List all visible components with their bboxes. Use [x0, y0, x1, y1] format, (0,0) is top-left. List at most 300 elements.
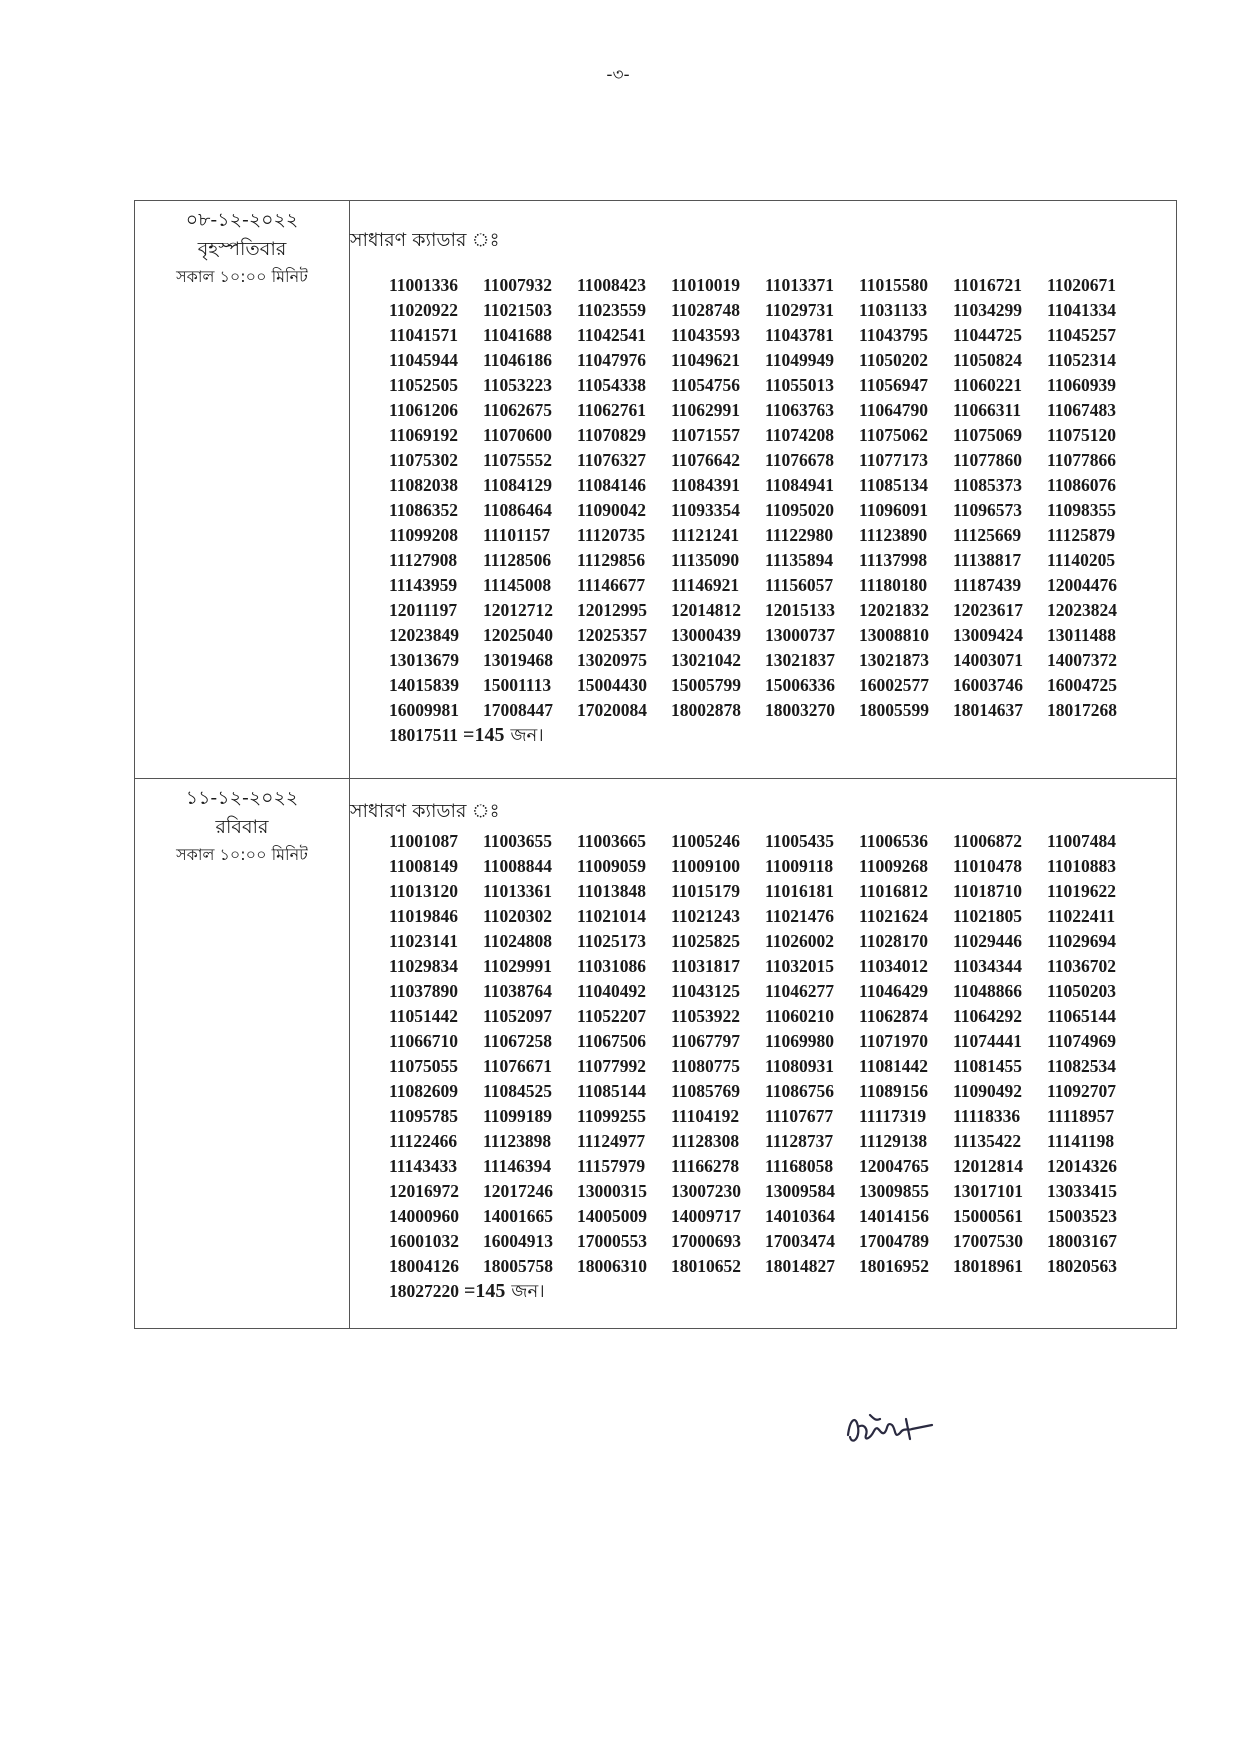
roll-number: 11168058 [765, 1156, 834, 1176]
roll-number: 11020302 [483, 906, 553, 926]
roll-number: 12014326 [1047, 1156, 1117, 1176]
roll-number: 11084941 [765, 475, 835, 495]
roll-number: 11026002 [765, 931, 835, 951]
roll-number: 11121241 [671, 525, 740, 545]
roll-row [389, 904, 1176, 929]
roll-number: 11007932 [483, 275, 553, 295]
roll-number: 11086076 [1047, 475, 1117, 495]
roll-number: 11010883 [1047, 856, 1117, 876]
roll-number: 14014156 [859, 1206, 929, 1226]
roll-number: 11060210 [765, 1006, 835, 1026]
roll-row [389, 1129, 1176, 1154]
total-unit: জন। [510, 725, 544, 746]
roll-row [389, 929, 1176, 954]
roll-number: 17007530 [953, 1231, 1023, 1251]
roll-number: 11048866 [953, 981, 1023, 1001]
roll-number: 11135894 [765, 550, 834, 570]
schedule-table [134, 200, 1177, 1329]
roll-number: 11077860 [953, 450, 1023, 470]
roll-number: 11118336 [953, 1106, 1021, 1126]
roll-number: 11086464 [483, 500, 553, 520]
roll-number: 15000561 [953, 1206, 1023, 1226]
roll-number: 11064790 [859, 400, 929, 420]
roll-number: 15003523 [1047, 1206, 1117, 1226]
roll-number: 11010478 [953, 856, 1023, 876]
roll-number: 15004430 [577, 675, 647, 695]
roll-number: 13020975 [577, 650, 647, 670]
roll-number: 11047976 [577, 350, 647, 370]
roll-number: 12021832 [859, 600, 929, 620]
roll-number: 13021042 [671, 650, 741, 670]
roll-number: 11146677 [577, 575, 646, 595]
roll-number: 11085134 [859, 475, 929, 495]
roll-number: 16002577 [859, 675, 929, 695]
roll-number: 11074208 [765, 425, 835, 445]
roll-number: 13000737 [765, 625, 835, 645]
roll-number: 11021503 [483, 300, 553, 320]
total-unit: জন। [511, 1281, 545, 1302]
roll-number: 18018961 [953, 1256, 1023, 1276]
roll-number: 12023849 [389, 625, 459, 645]
roll-number: 11041334 [1047, 300, 1117, 320]
roll-number: 12017246 [483, 1181, 553, 1201]
roll-number: 11065144 [1047, 1006, 1117, 1026]
roll-number: 11016181 [765, 881, 835, 901]
roll-number: 11013848 [577, 881, 647, 901]
roll-number: 11138817 [953, 550, 1022, 570]
roll-number: 11034012 [859, 956, 929, 976]
roll-number: 11075302 [389, 450, 459, 470]
roll-number: 11075552 [483, 450, 553, 470]
roll-number: 11080931 [765, 1056, 835, 1076]
roll-number: 11118957 [1047, 1106, 1115, 1126]
roll-number: 11046277 [765, 981, 835, 1001]
roll-number: 11074441 [953, 1031, 1023, 1051]
total-count: =145 [463, 724, 505, 746]
roll-number: 11009100 [671, 856, 741, 876]
roll-number: 14015839 [389, 675, 459, 695]
roll-number: 11044725 [953, 325, 1023, 345]
roll-number: 11135422 [953, 1131, 1022, 1151]
roll-row [389, 1004, 1176, 1029]
roll-number: 11076327 [577, 450, 647, 470]
roll-number: 12004765 [859, 1156, 929, 1176]
roll-number: 12015133 [765, 600, 835, 620]
roll-number: 11099255 [577, 1106, 647, 1126]
roll-number: 11064292 [953, 1006, 1023, 1026]
roll-number: 11029731 [765, 300, 835, 320]
total-row [389, 723, 1176, 750]
roll-number: 11125879 [1047, 525, 1116, 545]
roll-number: 11054338 [577, 375, 647, 395]
roll-number: 11045257 [1047, 325, 1117, 345]
roll-number: 11085144 [577, 1081, 647, 1101]
roll-row [389, 1154, 1176, 1179]
roll-number: 11042541 [577, 325, 647, 345]
roll-number: 11069192 [389, 425, 459, 445]
roll-number: 14005009 [577, 1206, 647, 1226]
roll-number: 18005758 [483, 1256, 553, 1276]
roll-number: 11021805 [953, 906, 1023, 926]
roll-number: 11098355 [1047, 500, 1117, 520]
roll-number: 11013120 [389, 881, 459, 901]
roll-number: 11123890 [859, 525, 928, 545]
roll-number: 15006336 [765, 675, 835, 695]
roll-number: 17020084 [577, 700, 647, 720]
roll-number: 11071970 [859, 1031, 929, 1051]
roll-number: 11028170 [859, 931, 929, 951]
roll-number: 11023141 [389, 931, 459, 951]
roll-row [389, 423, 1176, 448]
roll-number: 11145008 [483, 575, 552, 595]
roll-number: 11077866 [1047, 450, 1117, 470]
roll-number: 11117319 [859, 1106, 927, 1126]
cadre-heading: সাধারণ ক্যাডার ঃ [350, 229, 500, 251]
roll-number: 11082038 [389, 475, 459, 495]
roll-number: 13017101 [953, 1181, 1023, 1201]
roll-number: 13021837 [765, 650, 835, 670]
roll-row [389, 348, 1176, 373]
roll-row [389, 673, 1176, 698]
roll-number: 11099208 [389, 525, 459, 545]
roll-number: 11041688 [483, 325, 553, 345]
roll-number: 12012712 [483, 600, 553, 620]
roll-number: 11009268 [859, 856, 929, 876]
roll-number: 12012995 [577, 600, 647, 620]
roll-number: 11046186 [483, 350, 553, 370]
roll-number: 16001032 [389, 1231, 459, 1251]
roll-number: 11052207 [577, 1006, 647, 1026]
roll-number: 11021014 [577, 906, 647, 926]
roll-number: 11062761 [577, 400, 647, 420]
roll-number: 17000693 [671, 1231, 741, 1251]
roll-row [389, 498, 1176, 523]
roll-number: 11001336 [389, 275, 459, 295]
roll-number: 11021243 [671, 906, 741, 926]
roll-number: 11054756 [671, 375, 741, 395]
roll-number: 11074969 [1047, 1031, 1117, 1051]
roll-cell [350, 201, 1177, 779]
roll-number: 11020922 [389, 300, 459, 320]
roll-number: 11013371 [765, 275, 835, 295]
roll-number: 11025173 [577, 931, 647, 951]
roll-number: 18002878 [671, 700, 741, 720]
roll-row [389, 879, 1176, 904]
roll-number: 11041571 [389, 325, 459, 345]
roll-number: 11028748 [671, 300, 741, 320]
roll-number: 11008149 [389, 856, 459, 876]
roll-number: 11099189 [483, 1106, 553, 1126]
roll-number: 13000315 [577, 1181, 647, 1201]
roll-number: 18017511 [389, 725, 459, 745]
roll-number: 11005246 [671, 831, 741, 851]
roll-number: 11093354 [671, 500, 741, 520]
roll-number: 13009424 [953, 625, 1023, 645]
roll-number: 18006310 [577, 1256, 647, 1276]
roll-number: 11055013 [765, 375, 835, 395]
roll-number: 11019622 [1047, 881, 1117, 901]
roll-row [389, 1179, 1176, 1204]
roll-number: 11129856 [577, 550, 646, 570]
schedule-row [135, 201, 1177, 779]
roll-number: 11052314 [1047, 350, 1117, 370]
roll-row [389, 548, 1176, 573]
roll-number: 11056947 [859, 375, 929, 395]
roll-number: 12023617 [953, 600, 1023, 620]
roll-number: 11038764 [483, 981, 553, 1001]
roll-number: 11024808 [483, 931, 553, 951]
roll-number: 11045944 [389, 350, 459, 370]
roll-number: 11043125 [671, 981, 741, 1001]
roll-number: 11031086 [577, 956, 647, 976]
roll-number: 18020563 [1047, 1256, 1117, 1276]
date-cell [135, 201, 350, 779]
roll-number: 15005799 [671, 675, 741, 695]
roll-number: 14000960 [389, 1206, 459, 1226]
roll-number: 11021624 [859, 906, 929, 926]
roll-number: 11066311 [953, 400, 1022, 420]
roll-number: 12025357 [577, 625, 647, 645]
roll-number: 11043781 [765, 325, 835, 345]
roll-number: 11070829 [577, 425, 647, 445]
roll-number: 11081442 [859, 1056, 929, 1076]
roll-number: 11122980 [765, 525, 834, 545]
roll-number: 18017268 [1047, 700, 1117, 720]
exam-date: ১১-১২-২০২২ [185, 787, 299, 809]
roll-number: 11104192 [671, 1106, 740, 1126]
roll-number: 15001113 [483, 675, 552, 695]
roll-number: 11067483 [1047, 400, 1117, 420]
roll-number: 11146394 [483, 1156, 552, 1176]
roll-row [389, 648, 1176, 673]
roll-number: 12012814 [953, 1156, 1023, 1176]
roll-number: 11101157 [483, 525, 551, 545]
roll-number: 11062675 [483, 400, 553, 420]
roll-number: 11067258 [483, 1031, 553, 1051]
roll-number: 11050203 [1047, 981, 1117, 1001]
roll-number: 11095020 [765, 500, 835, 520]
roll-number: 11076642 [671, 450, 741, 470]
roll-number: 11009059 [577, 856, 647, 876]
roll-number: 11003655 [483, 831, 553, 851]
roll-row [389, 1054, 1176, 1079]
roll-number: 11156057 [765, 575, 834, 595]
roll-number: 11021476 [765, 906, 835, 926]
roll-row [389, 398, 1176, 423]
roll-number: 11090042 [577, 500, 647, 520]
roll-number: 11086352 [389, 500, 459, 520]
roll-number: 11043795 [859, 325, 929, 345]
roll-number: 11015580 [859, 275, 929, 295]
roll-list [389, 829, 1176, 1306]
roll-number: 11086756 [765, 1081, 835, 1101]
roll-row [389, 448, 1176, 473]
page-number: -৩- [606, 65, 630, 85]
roll-number: 13009855 [859, 1181, 929, 1201]
roll-number: 11023559 [577, 300, 647, 320]
roll-number: 11049949 [765, 350, 835, 370]
roll-number: 11051442 [389, 1006, 459, 1026]
roll-number: 11084525 [483, 1081, 553, 1101]
roll-number: 13033415 [1047, 1181, 1117, 1201]
roll-number: 11140205 [1047, 550, 1116, 570]
roll-number: 11157979 [577, 1156, 646, 1176]
roll-number: 11077173 [859, 450, 929, 470]
roll-number: 18027220 [389, 1281, 459, 1301]
roll-number: 11031133 [859, 300, 928, 320]
roll-number: 11060939 [1047, 375, 1117, 395]
roll-number: 11009118 [765, 856, 834, 876]
roll-number: 11062874 [859, 1006, 929, 1026]
roll-number: 11077992 [577, 1056, 647, 1076]
roll-number: 11084129 [483, 475, 553, 495]
roll-number: 11071557 [671, 425, 741, 445]
roll-number: 11096573 [953, 500, 1023, 520]
roll-number: 18004126 [389, 1256, 459, 1276]
roll-number: 11092707 [1047, 1081, 1117, 1101]
roll-row [389, 473, 1176, 498]
roll-number: 18014827 [765, 1256, 835, 1276]
roll-number: 18014637 [953, 700, 1023, 720]
roll-number: 11043593 [671, 325, 741, 345]
roll-number: 11128737 [765, 1131, 834, 1151]
roll-number: 14003071 [953, 650, 1023, 670]
roll-number: 11081455 [953, 1056, 1023, 1076]
roll-number: 11034344 [953, 956, 1023, 976]
exam-date: ০৮-১২-২০২২ [185, 209, 299, 231]
roll-number: 13021873 [859, 650, 929, 670]
roll-number: 17008447 [483, 700, 553, 720]
roll-row [389, 523, 1176, 548]
roll-row [389, 573, 1176, 598]
roll-number: 18005599 [859, 700, 929, 720]
roll-number: 11022411 [1047, 906, 1116, 926]
roll-number: 11143959 [389, 575, 458, 595]
roll-number: 11135090 [671, 550, 740, 570]
roll-number: 14009717 [671, 1206, 741, 1226]
roll-number: 18010652 [671, 1256, 741, 1276]
roll-number: 11053223 [483, 375, 553, 395]
roll-number: 11166278 [671, 1156, 740, 1176]
roll-number: 11080775 [671, 1056, 741, 1076]
roll-number: 11141198 [1047, 1131, 1115, 1151]
roll-number: 11076671 [483, 1056, 553, 1076]
roll-number: 11085769 [671, 1081, 741, 1101]
roll-number: 11025825 [671, 931, 741, 951]
roll-row [389, 298, 1176, 323]
roll-number: 17003474 [765, 1231, 835, 1251]
roll-number: 13000439 [671, 625, 741, 645]
roll-number: 12016972 [389, 1181, 459, 1201]
roll-number: 11029446 [953, 931, 1023, 951]
roll-number: 11096091 [859, 500, 929, 520]
roll-number: 13007230 [671, 1181, 741, 1201]
roll-row [389, 829, 1176, 854]
roll-number: 11129138 [859, 1131, 928, 1151]
roll-number: 11066710 [389, 1031, 459, 1051]
cadre-heading: সাধারণ ক্যাডার ঃ [350, 800, 500, 822]
roll-number: 16004725 [1047, 675, 1117, 695]
roll-number: 11084391 [671, 475, 741, 495]
roll-number: 11085373 [953, 475, 1023, 495]
roll-row [389, 854, 1176, 879]
roll-number: 11128506 [483, 550, 552, 570]
exam-day: বৃহস্পতিবার [197, 238, 287, 260]
roll-number: 12011197 [389, 600, 458, 620]
exam-time: সকাল ১০:০০ মিনিট [176, 845, 308, 864]
exam-time: সকাল ১০:০০ মিনিট [176, 267, 308, 286]
roll-number: 11082534 [1047, 1056, 1117, 1076]
date-cell [135, 779, 350, 1329]
roll-row [389, 323, 1176, 348]
roll-number: 14010364 [765, 1206, 835, 1226]
roll-number: 18003167 [1047, 1231, 1117, 1251]
roll-number: 11015179 [671, 881, 741, 901]
roll-number: 11095785 [389, 1106, 459, 1126]
roll-number: 11124977 [577, 1131, 646, 1151]
roll-number: 11031817 [671, 956, 741, 976]
roll-number: 11046429 [859, 981, 929, 1001]
roll-number: 11040492 [577, 981, 647, 1001]
roll-number: 11016812 [859, 881, 929, 901]
roll-row [389, 1229, 1176, 1254]
roll-number: 11020671 [1047, 275, 1117, 295]
roll-number: 12014812 [671, 600, 741, 620]
roll-number: 14001665 [483, 1206, 553, 1226]
roll-row [389, 598, 1176, 623]
roll-number: 16004913 [483, 1231, 553, 1251]
roll-number: 11013361 [483, 881, 553, 901]
roll-number: 11053922 [671, 1006, 741, 1026]
roll-number: 11128308 [671, 1131, 740, 1151]
roll-number: 11052505 [389, 375, 459, 395]
roll-number: 11032015 [765, 956, 835, 976]
roll-row [389, 623, 1176, 648]
roll-number: 18016952 [859, 1256, 929, 1276]
roll-number: 11034299 [953, 300, 1023, 320]
exam-day: রবিবার [215, 816, 269, 838]
roll-number: 11063763 [765, 400, 835, 420]
roll-number: 11008423 [577, 275, 647, 295]
roll-number: 11075055 [389, 1056, 459, 1076]
roll-number: 17000553 [577, 1231, 647, 1251]
roll-number: 14007372 [1047, 650, 1117, 670]
roll-row [389, 1104, 1176, 1129]
roll-number: 11018710 [953, 881, 1023, 901]
roll-row [389, 979, 1176, 1004]
roll-number: 11187439 [953, 575, 1022, 595]
roll-number: 11120735 [577, 525, 646, 545]
total-count: =145 [464, 1280, 506, 1302]
roll-number: 11001087 [389, 831, 459, 851]
roll-number: 17004789 [859, 1231, 929, 1251]
roll-number: 16003746 [953, 675, 1023, 695]
roll-number: 11122466 [389, 1131, 458, 1151]
roll-number: 11123898 [483, 1131, 552, 1151]
roll-row [389, 1254, 1176, 1279]
total-row [389, 1279, 1176, 1306]
roll-row [389, 954, 1176, 979]
roll-number: 11050202 [859, 350, 929, 370]
roll-number: 11029694 [1047, 931, 1117, 951]
roll-row [389, 1029, 1176, 1054]
roll-number: 11090492 [953, 1081, 1023, 1101]
roll-row [389, 273, 1176, 298]
roll-number: 13011488 [1047, 625, 1117, 645]
roll-number: 11075120 [1047, 425, 1117, 445]
roll-row [389, 373, 1176, 398]
roll-number: 11029834 [389, 956, 459, 976]
